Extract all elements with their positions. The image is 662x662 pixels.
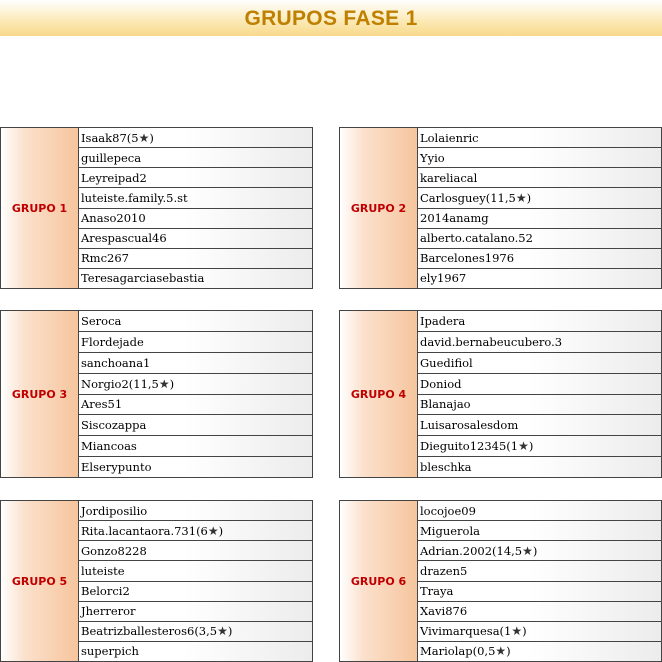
member-row	[418, 374, 661, 395]
member-name: superpich	[81, 644, 139, 659]
star-icon: ★	[511, 624, 523, 639]
group-1	[0, 127, 313, 289]
member-name: Lolaienric	[420, 130, 479, 145]
member-row	[79, 311, 312, 332]
member-row	[418, 395, 661, 416]
member-row	[79, 148, 312, 168]
member-row	[418, 188, 661, 208]
star-icon: ★	[207, 523, 219, 538]
member-row	[418, 501, 661, 521]
member-name: Seroca	[81, 313, 122, 328]
member-row	[79, 209, 312, 229]
group-label: GRUPO 6	[350, 574, 407, 588]
member-name: Jherreror	[81, 604, 136, 619]
member-row	[79, 249, 312, 269]
member-row	[79, 436, 312, 457]
group-label: GRUPO 2	[350, 201, 407, 215]
member-name: Adrian.2002(14,5	[420, 543, 523, 558]
group-5	[0, 500, 313, 662]
group-label: GRUPO 1	[11, 201, 68, 215]
member-name: Ares51	[81, 397, 123, 412]
star-icon: ★	[158, 376, 170, 391]
member-name: Teresagarciasebastia	[81, 271, 205, 286]
member-name: Mariolap(0,5	[420, 644, 496, 659]
member-row	[79, 561, 312, 581]
member-row	[418, 269, 661, 288]
member-suffix: )	[506, 644, 511, 659]
star-icon: ★	[217, 624, 228, 639]
group-members	[79, 128, 312, 288]
member-row	[418, 622, 661, 642]
member-row	[79, 642, 312, 661]
member-row	[418, 561, 661, 581]
star-icon: ★	[518, 439, 529, 454]
member-name: Siscozappa	[81, 418, 147, 433]
star-icon: ★	[138, 130, 150, 145]
member-row	[79, 188, 312, 208]
group-4	[339, 310, 662, 478]
member-row	[418, 436, 661, 457]
member-suffix: )	[227, 624, 233, 639]
member-name: Belorci2	[81, 584, 130, 599]
group-3	[0, 310, 313, 478]
member-row	[418, 541, 661, 561]
group-members	[79, 501, 312, 661]
member-name: Leyreipad2	[81, 170, 147, 185]
member-name: bleschka	[420, 460, 472, 475]
page-title: GRUPOS FASE 1	[244, 7, 418, 30]
member-row	[79, 541, 312, 561]
member-name: Carlosguey(11,5	[420, 190, 516, 205]
member-row	[79, 457, 312, 477]
member-row	[79, 602, 312, 622]
group-label: GRUPO 3	[11, 387, 68, 401]
member-name: alberto.catalano.52	[420, 231, 533, 246]
member-row	[79, 229, 312, 249]
member-name: guillepeca	[81, 150, 142, 165]
member-suffix: )	[532, 543, 538, 558]
member-name: Elserypunto	[81, 460, 152, 475]
member-row	[79, 415, 312, 436]
member-name: kareliacal	[420, 170, 478, 185]
member-name: Guedifiol	[420, 355, 473, 370]
group-label-cell	[340, 311, 418, 477]
member-name: locojoe09	[420, 503, 476, 518]
member-name: Arespascual46	[81, 231, 167, 246]
member-row	[418, 521, 661, 541]
group-label-cell	[1, 311, 79, 477]
member-row	[79, 501, 312, 521]
member-name: Gonzo8228	[81, 543, 147, 558]
member-row	[418, 229, 661, 249]
member-row	[418, 457, 661, 477]
group-label: GRUPO 5	[11, 574, 68, 588]
group-members	[418, 501, 661, 661]
member-row	[418, 168, 661, 188]
member-name: Traya	[420, 584, 454, 599]
member-name: Ipadera	[420, 313, 466, 328]
member-name: luteiste.family.5.st	[81, 190, 188, 205]
member-row	[418, 642, 661, 661]
member-name: Xavi876	[420, 604, 468, 619]
member-name: Miancoas	[81, 439, 137, 454]
group-label: GRUPO 4	[350, 387, 407, 401]
member-suffix: )	[526, 190, 532, 205]
star-icon: ★	[515, 190, 527, 205]
member-row	[418, 415, 661, 436]
member-row	[418, 332, 661, 353]
member-row	[79, 168, 312, 188]
group-members	[418, 128, 661, 288]
member-name: Yyio	[420, 150, 445, 165]
member-name: Anaso2010	[81, 211, 146, 226]
star-icon: ★	[522, 543, 533, 558]
group-members	[79, 311, 312, 477]
member-row	[418, 209, 661, 229]
member-name: Luisarosalesdom	[420, 418, 519, 433]
member-row	[79, 269, 312, 288]
member-name: Miguerola	[420, 523, 480, 538]
member-name: Norgio2(11,5	[81, 376, 159, 391]
member-suffix: )	[528, 439, 534, 454]
member-row	[418, 249, 661, 269]
member-row	[79, 521, 312, 541]
member-name: Beatrizballesteros6(3,5	[81, 624, 218, 639]
group-label-cell	[340, 501, 418, 661]
member-row	[79, 622, 312, 642]
member-name: Vivimarquesa(1	[420, 624, 512, 639]
star-icon: ★	[495, 644, 507, 659]
member-name: Doniod	[420, 376, 462, 391]
member-name: luteiste	[81, 563, 125, 578]
group-label-cell	[340, 128, 418, 288]
member-row	[418, 148, 661, 168]
member-name: Barcelones1976	[420, 251, 515, 266]
member-row	[79, 582, 312, 602]
member-name: 2014anamg	[420, 211, 489, 226]
member-name: Rmc267	[81, 251, 129, 266]
member-row	[418, 353, 661, 374]
group-label-cell	[1, 501, 79, 661]
member-name: Rita.lacantaora.731(6	[81, 523, 208, 538]
member-row	[418, 311, 661, 332]
group-6	[339, 500, 662, 662]
member-row	[418, 128, 661, 148]
member-name: drazen5	[420, 563, 468, 578]
member-name: Jordiposilio	[81, 503, 148, 518]
member-name: david.bernabeucubero.3	[420, 334, 563, 349]
member-name: ely1967	[420, 271, 467, 286]
member-suffix: )	[169, 376, 175, 391]
member-suffix: )	[522, 624, 527, 639]
member-suffix: )	[218, 523, 224, 538]
group-2	[339, 127, 662, 289]
member-row	[79, 332, 312, 353]
member-name: Dieguito12345(1	[420, 439, 519, 454]
member-row	[418, 582, 661, 602]
group-members	[418, 311, 661, 477]
group-label-cell	[1, 128, 79, 288]
member-name: Isaak87(5	[81, 130, 139, 145]
member-row	[418, 602, 661, 622]
member-name: sanchoana1	[81, 355, 151, 370]
member-name: Flordejade	[81, 334, 144, 349]
member-name: Blanajao	[420, 397, 471, 412]
member-row	[79, 353, 312, 374]
member-row	[79, 395, 312, 416]
member-suffix: )	[149, 130, 154, 145]
member-row	[79, 128, 312, 148]
member-row	[79, 374, 312, 395]
